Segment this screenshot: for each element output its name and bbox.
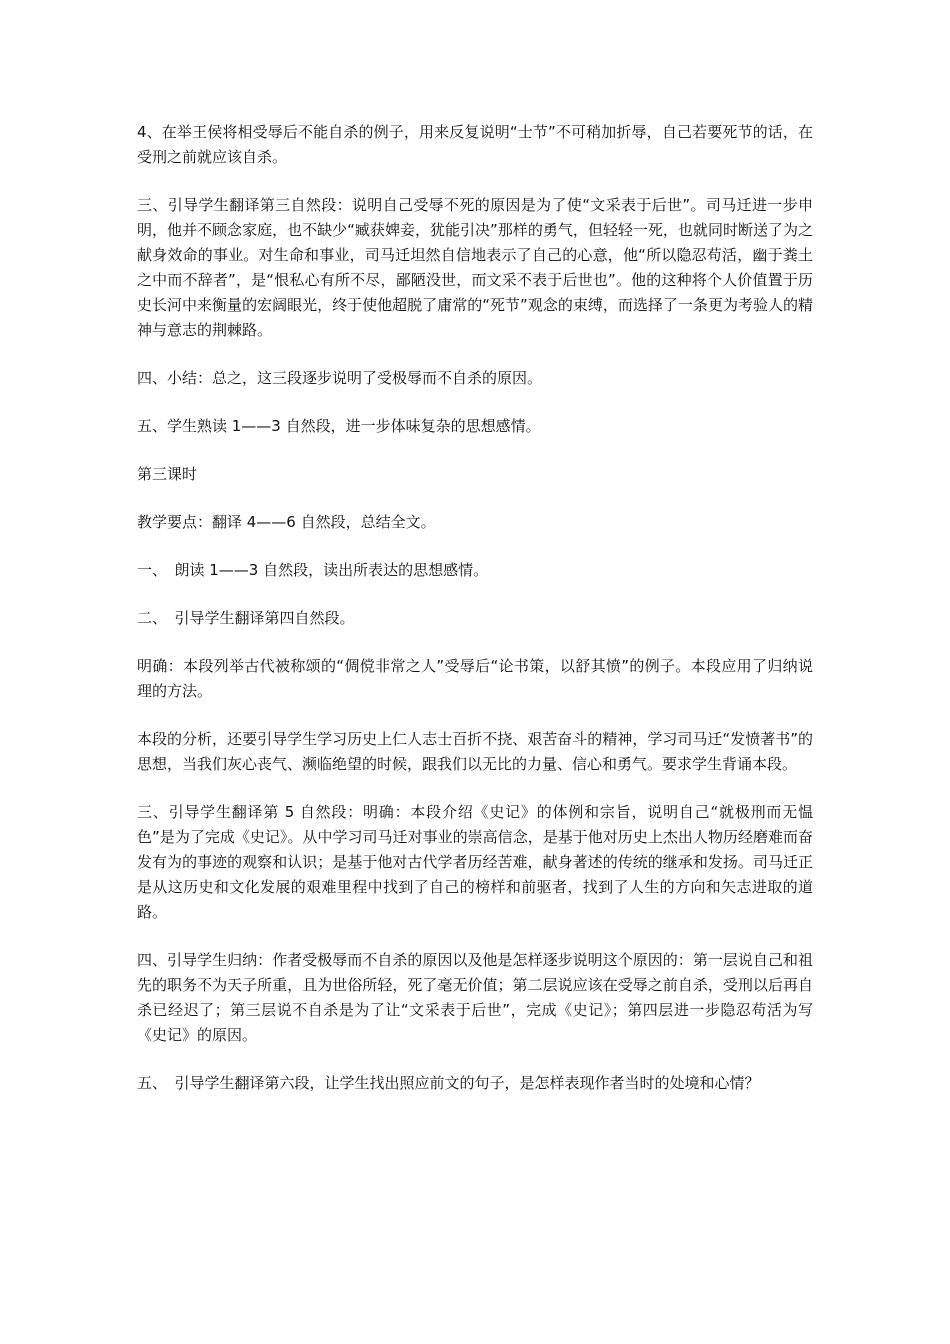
step-4: 四、引导学生归纳：作者受极辱而不自杀的原因以及他是怎样逐步说明这个原因的：第一层说自己和祖先的职务不为天子所重，且为世俗所轻，死了毫无价值；第二层说应该在受辱之前自杀，受刑以后再自杀已经迟了；第三层说不自杀是为了让“文采表于后世”，完成《史记》；第四层进一步隐忍苟活为写《史记》的原因。 <box>137 951 813 1044</box>
paragraph-section-3: 三、引导学生翻译第三自然段：说明自己受辱不死的原因是为了使“文采表于后世”。司马迁进一步申明，他并不顾念家庭，也不缺少“臧获婢妾，犹能引决”那样的勇气，但轻轻一死，也就同时断送了为之献身效命的事业。对生命和事业，司马迁坦然自信地表示了自己的心意，他“所以隐忍苟活，幽于粪土之中而不辞者”，是“恨私心有所不尽，鄙陋没世，而文采不表于后世也”。他的这种将个人价值置于历史长河中来衡量的宏阔眼光，终于使他超脱了庸常的“死节”观念的束缚，而选择了一条更为考验人的精神与意志的荆棘路。 <box>137 196 813 339</box>
lesson-heading: 第三课时 <box>137 465 198 483</box>
step-2: 二、 引导学生翻译第四自然段。 <box>137 609 355 627</box>
step-3: 三、引导学生翻译第 5 自然段：明确：本段介绍《史记》的体例和宗旨，说明自己“就极刑而无愠色”是为了完成《史记》。从中学习司马迁对事业的崇高信念，是基于他对历史上杰出人物历经磨难而奋发有为的事迹的观察和认识；是基于他对古代学者历经苦难，献身著述的传统的继承和发扬。司马迁正是从这历史和文化发展的艰难里程中找到了自己的榜样和前驱者，找到了人生的方向和矢志进取的道路。 <box>137 803 813 921</box>
document-body <box>137 120 813 1119</box>
paragraph-summary: 四、小结：总之，这三段逐步说明了受极辱而不自杀的原因。 <box>137 369 543 387</box>
analysis-paragraph: 本段的分析，还要引导学生学习历史上仁人志士百折不挠、艰苦奋斗的精神，学习司马迁“发愤著书”的思想，当我们灰心丧气、濒临绝望的时候，跟我们以无比的力量、信心和勇气。要求学生背诵本段。 <box>137 730 813 773</box>
step-5: 五、 引导学生翻译第六段，让学生找出照应前文的句子，是怎样表现作者当时的处境和心情？ <box>137 1074 760 1092</box>
paragraph-point-4: 4、在举王侯将相受辱后不能自杀的例子，用来反复说明“士节”不可稍加折辱，自己若要死节的话，在受刑之前就应该自杀。 <box>137 123 813 166</box>
teaching-points: 教学要点：翻译 4——6 自然段，总结全文。 <box>137 513 436 531</box>
paragraph-section-5: 五、学生熟读 1——3 自然段，进一步体味复杂的思想感情。 <box>137 417 541 435</box>
step-1: 一、 朗读 1——3 自然段，读出所表达的思想感情。 <box>137 561 489 579</box>
clarification-paragraph: 明确：本段列举古代被称颂的“倜傥非常之人”受辱后“论书策，以舒其愤”的例子。本段应用了归纳说理的方法。 <box>137 657 813 700</box>
